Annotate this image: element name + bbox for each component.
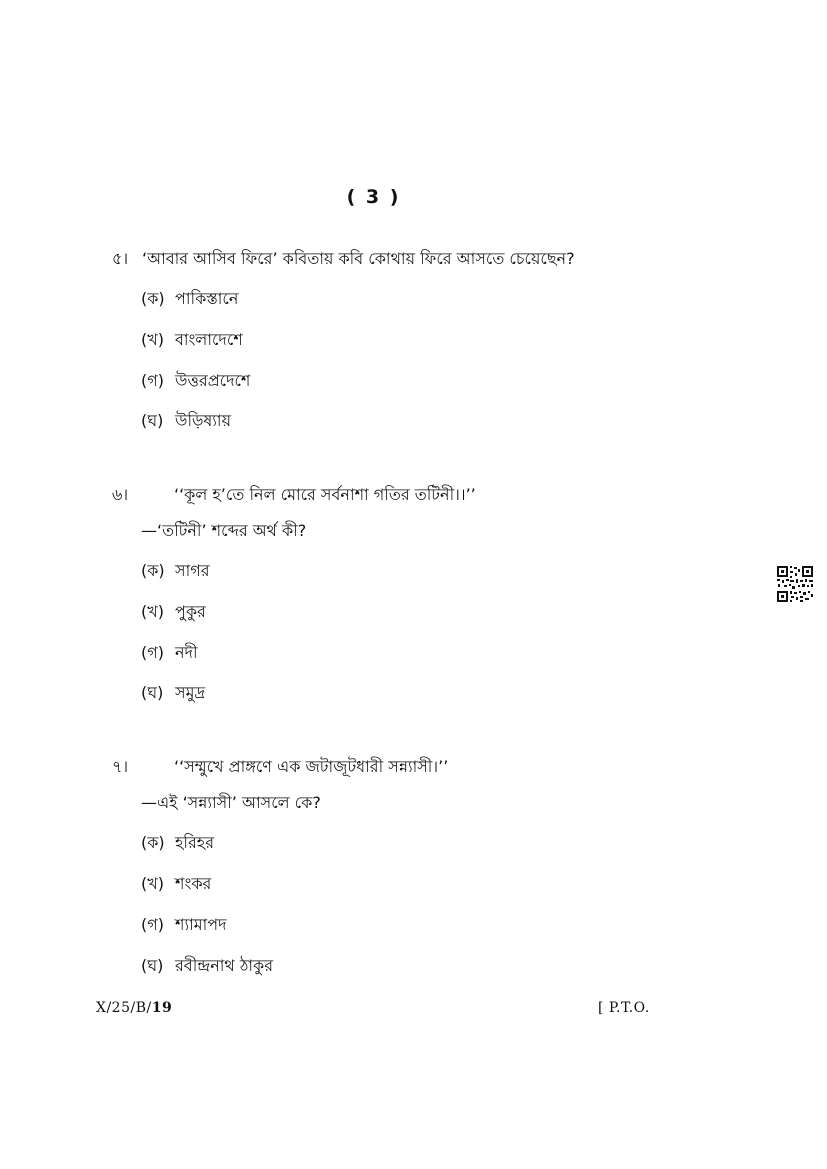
option-7-ga — [141, 914, 227, 936]
question-text: ‘‘কূল হ’তে নিল মোরে সর্বনাশা গতির তটিনী।।’’ — [174, 485, 476, 504]
page-number: ( 3 ) — [346, 186, 401, 208]
option-6-kha — [141, 601, 206, 623]
option-label: (ক) — [141, 561, 165, 580]
paper-code — [96, 1000, 172, 1016]
option-label: (ক) — [141, 289, 165, 308]
option-label: (ঘ) — [141, 683, 164, 702]
option-text: নদী — [175, 643, 198, 662]
option-text: উড়িষ্যায় — [175, 411, 231, 430]
option-text: বাংলাদেশে — [175, 330, 243, 349]
option-text: সাগর — [175, 561, 210, 580]
option-5-ka — [141, 288, 238, 310]
option-6-ka — [141, 560, 210, 582]
question-text: ‘‘সম্মুখে প্রাঙ্গণে এক জটাজূটধারী সন্ন্যাসী।’’ — [174, 757, 449, 776]
option-7-kha — [141, 873, 211, 895]
question-text: ‘আবার আসিব ফিরে’ কবিতায় কবি কোথায় ফিরে আসতে চেয়েছেন? — [142, 249, 575, 268]
option-5-kha — [141, 329, 243, 351]
option-label: (গ) — [141, 371, 164, 390]
option-7-ka — [141, 832, 214, 854]
option-text: শ্যামাপদ — [175, 915, 227, 934]
question-7-sub: —এই ‘সন্ন্যাসী’ আসলে কে? — [141, 793, 321, 812]
option-label: (খ) — [141, 602, 164, 621]
option-text: শংকর — [175, 874, 212, 893]
qr-code-icon — [776, 565, 814, 603]
question-6-sub: —‘তটিনী’ শব্দের অর্থ কী? — [141, 521, 307, 540]
option-label: (গ) — [141, 915, 164, 934]
question-number: ৭। — [112, 757, 129, 776]
option-text: সমুদ্র — [175, 683, 206, 702]
option-label: (খ) — [141, 874, 164, 893]
option-text: রবীন্দ্রনাথ ঠাকুর — [175, 956, 274, 975]
option-6-ga — [141, 642, 198, 664]
question-number: ৫। — [112, 249, 129, 268]
option-label: (ঘ) — [141, 411, 164, 430]
option-label: (ঘ) — [141, 956, 164, 975]
question-5 — [112, 248, 575, 270]
paper-code-number: 19 — [151, 1000, 173, 1016]
pto-label: [ P.T.O. — [598, 1000, 650, 1016]
option-label: (খ) — [141, 330, 164, 349]
question-number: ৬। — [112, 485, 129, 504]
option-6-gha — [141, 682, 205, 704]
question-7 — [112, 756, 448, 778]
question-6 — [112, 484, 476, 506]
option-text: হরিহর — [175, 833, 214, 852]
option-5-gha — [141, 410, 231, 432]
option-label: (ক) — [141, 833, 165, 852]
paper-code-prefix: X/25/B/ — [96, 1000, 152, 1016]
option-text: উত্তরপ্রদেশে — [175, 371, 251, 390]
option-5-ga — [141, 370, 250, 392]
option-label: (গ) — [141, 643, 164, 662]
option-text: পাকিস্তানে — [175, 289, 239, 308]
option-text: পুকুর — [175, 602, 206, 621]
option-7-gha — [141, 955, 273, 977]
